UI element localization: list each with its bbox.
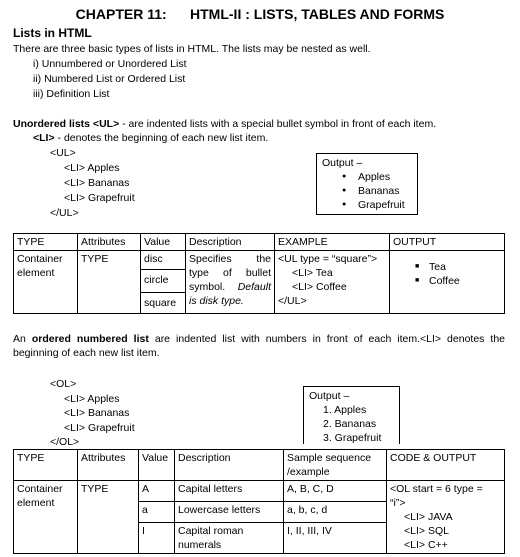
- sample-cell: I, II, III, IV: [284, 523, 387, 554]
- header-cell: Attributes: [78, 450, 139, 481]
- attr-cell: TYPE: [78, 251, 141, 314]
- list-type-2: ii) Numbered List or Ordered List: [33, 73, 186, 85]
- ol-output-box: [303, 386, 400, 444]
- header-cell: Description: [186, 234, 275, 251]
- chapter-title: CHAPTER 11: HTML-II : LISTS, TABLES AND FORMS: [75, 6, 445, 22]
- table-header-row: [14, 450, 505, 481]
- header-cell: Attributes: [78, 234, 141, 251]
- header-cell: Sample sequence /example: [284, 450, 387, 481]
- description-cell: Lowercase letters: [175, 502, 284, 523]
- ol-attributes-table: [13, 449, 505, 554]
- type-cell: Container element: [14, 251, 78, 314]
- output-item: 2. Bananas: [323, 418, 377, 430]
- ol-code-open: <OL>: [50, 378, 77, 390]
- value-disc: disc: [141, 251, 185, 270]
- values-cell: [141, 251, 186, 314]
- header-cell: TYPE: [14, 450, 78, 481]
- output-item: 3. Grapefruit: [323, 432, 382, 444]
- ul-code-line: <LI> Apples: [64, 162, 120, 174]
- ul-output-box: [316, 153, 418, 215]
- ol-code-line: <LI> Apples: [64, 393, 120, 405]
- section-heading: Lists in HTML: [13, 26, 92, 40]
- value-cell: A: [139, 481, 175, 502]
- header-cell: EXAMPLE: [275, 234, 390, 251]
- ul-code-close: </UL>: [50, 207, 79, 219]
- ol-code-line: <LI> Grapefruit: [64, 422, 135, 434]
- header-cell: Description: [175, 450, 284, 481]
- ul-attributes-table: [13, 233, 505, 314]
- ol-code-close: </OL>: [50, 436, 80, 448]
- type-cell: Container element: [14, 481, 78, 554]
- table-header-row: [14, 234, 505, 251]
- header-cell: Value: [139, 450, 175, 481]
- example-cell: <UL type = “square”> <LI> Tea <LI> Coffee </UL>: [275, 251, 390, 314]
- list-type-1: i) Unnumbered or Unordered List: [33, 58, 187, 70]
- table-row: [14, 481, 505, 502]
- output-item: 1. Apples: [323, 404, 367, 416]
- value-cell: I: [139, 523, 175, 554]
- description-cell: Capital roman numerals: [175, 523, 284, 554]
- sample-cell: A, B, C, D: [284, 481, 387, 502]
- ol-code-line: <LI> Bananas: [64, 407, 130, 419]
- header-cell: CODE & OUTPUT: [387, 450, 505, 481]
- ul-code-line: <LI> Grapefruit: [64, 192, 135, 204]
- li-definition: <LI> - denotes the beginning of each new list item.: [33, 132, 269, 144]
- ul-code-open: <UL>: [50, 147, 76, 159]
- output-label: Output –: [322, 157, 363, 169]
- ul-code-line: <LI> Bananas: [64, 177, 130, 189]
- output-item: ● Apples: [322, 170, 412, 184]
- code-output-cell: <OL start = 6 type = “i”> <LI> JAVA <LI> SQL <LI> C++: [387, 481, 505, 554]
- ul-definition: Unordered lists <UL> - are indented lists with a special bullet symbol in front of each item.: [13, 118, 437, 130]
- output-label: Output –: [309, 390, 350, 402]
- sample-cell: a, b, c, d: [284, 502, 387, 523]
- output-item: ● Bananas: [322, 184, 412, 198]
- output-item: ● Grapefruit: [322, 198, 412, 212]
- header-cell: TYPE: [14, 234, 78, 251]
- ol-definition: An ordered numbered list are indented list with numbers in front of each item.<LI> denotes the beginning of each new list item.: [13, 333, 506, 359]
- description-cell: Specifies the type of bullet symbol. Default is disk type.: [186, 251, 275, 314]
- value-cell: a: [139, 502, 175, 523]
- output-cell: Tea Coffee: [390, 251, 505, 314]
- table-row: [14, 251, 505, 314]
- value-circle: circle: [141, 270, 185, 293]
- value-square: square: [144, 297, 177, 309]
- description-cell: Capital letters: [175, 481, 284, 502]
- intro-text: There are three basic types of lists in HTML. The lists may be nested as well.: [13, 43, 371, 55]
- attr-cell: TYPE: [78, 481, 139, 554]
- list-type-3: iii) Definition List: [33, 88, 110, 100]
- header-cell: OUTPUT: [390, 234, 505, 251]
- header-cell: Value: [141, 234, 186, 251]
